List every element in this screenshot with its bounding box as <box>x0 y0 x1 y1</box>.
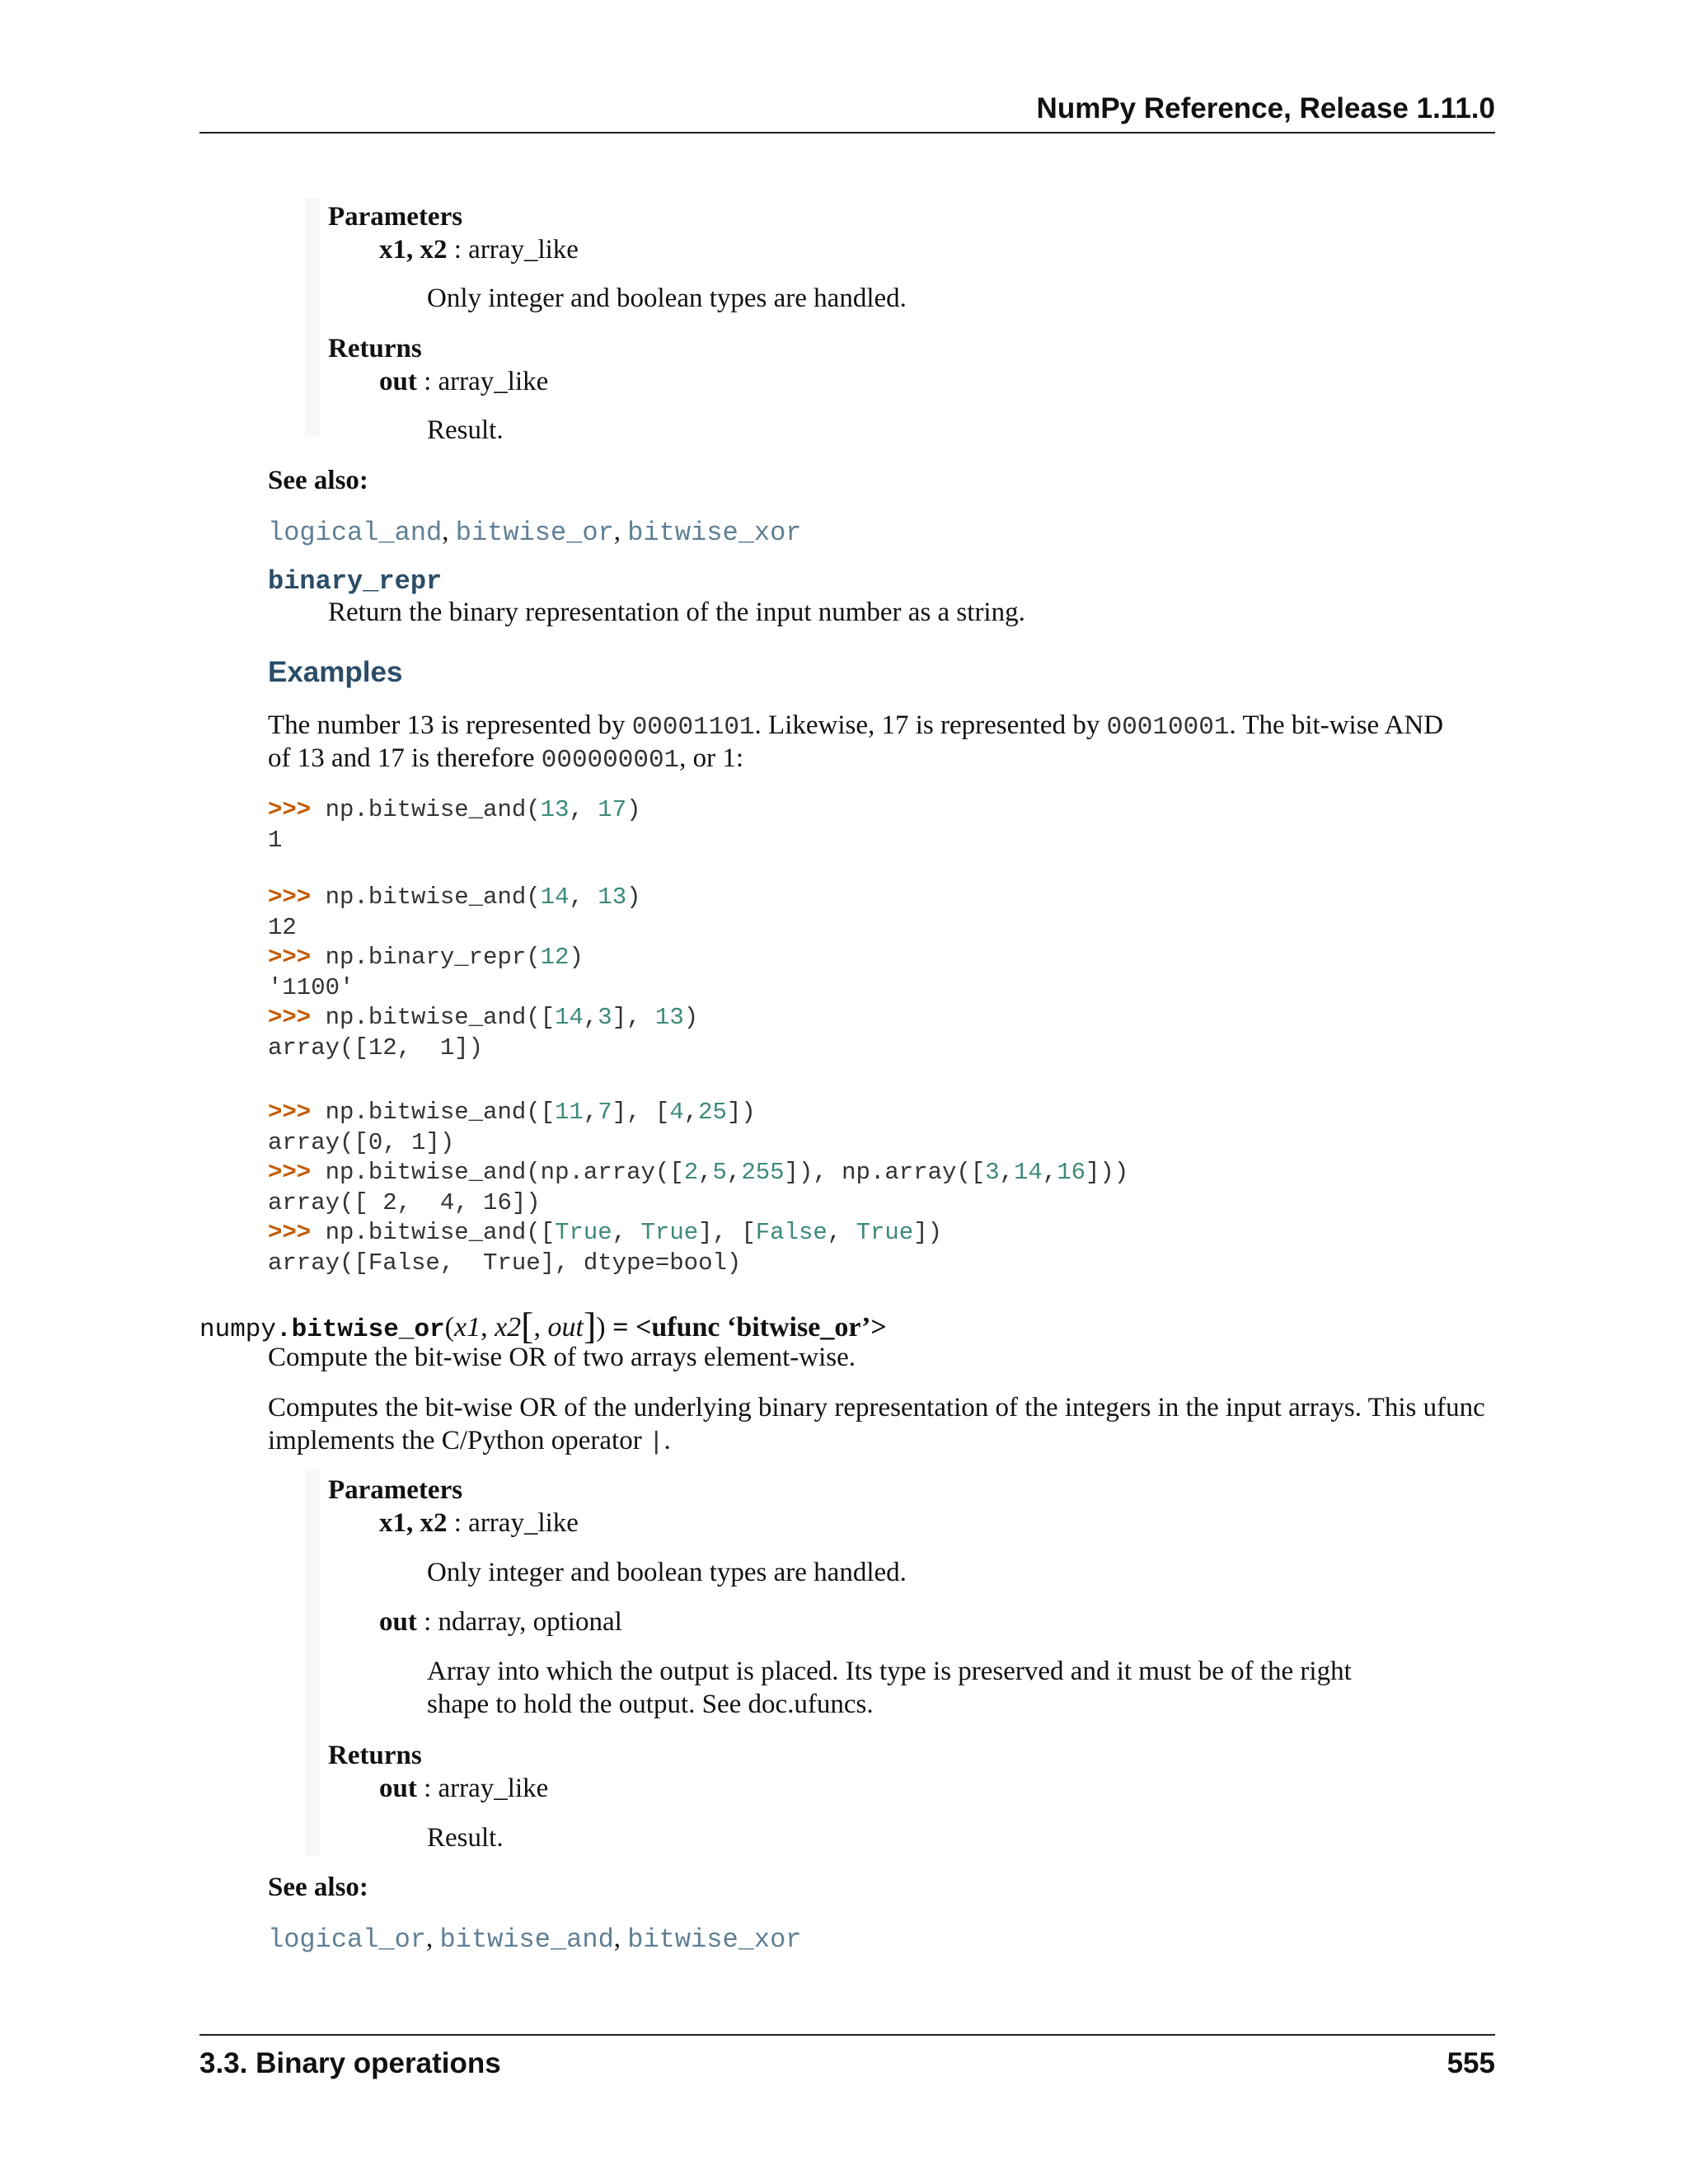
param-out <box>379 1605 622 1638</box>
sig-arg: x2 <box>495 1312 522 1343</box>
link-binary-repr[interactable]: binary_repr <box>268 566 443 597</box>
code-number: False <box>755 1219 828 1246</box>
inline-code: 00001101 <box>631 713 755 742</box>
code-text: 1 <box>268 826 283 854</box>
code-line <box>268 1128 1128 1159</box>
code-line <box>268 1188 1128 1219</box>
return-name: out <box>379 1774 417 1803</box>
header-title: NumPy Reference, Release 1.11.0 <box>1036 92 1495 124</box>
code-prompt: >>> <box>268 1004 326 1031</box>
return-out <box>379 365 548 398</box>
sig-bracket: ] <box>583 1305 597 1347</box>
page-header <box>199 92 1495 134</box>
bitwise-or-desc-line2 <box>268 1424 671 1460</box>
para-text: , or 1: <box>679 743 744 773</box>
code-prompt: >>> <box>268 944 326 971</box>
code-text: ], <box>612 1004 655 1031</box>
code-text: ]) <box>913 1219 943 1246</box>
code-number: True <box>555 1219 612 1246</box>
param-out-desc-line1: Array into which the output is placed. Its type is preserved and it must be of the right <box>427 1657 1352 1686</box>
see-also-links: logical_or, bitwise_and, bitwise_xor <box>268 1924 802 1955</box>
desc-text: implements the C/Python operator <box>268 1426 649 1455</box>
code-text: , <box>569 796 598 823</box>
binary-repr-entry <box>268 564 442 598</box>
link-bitwise-and[interactable]: bitwise_and <box>439 1924 614 1955</box>
code-prompt: >>> <box>268 1159 326 1186</box>
param-name: x1, x2 <box>379 1508 448 1538</box>
examples-heading: Examples <box>268 656 403 688</box>
sig-paren: ) <box>596 1312 606 1343</box>
code-number: 11 <box>555 1099 584 1126</box>
code-number: 2 <box>683 1159 699 1186</box>
code-number: 17 <box>598 796 627 823</box>
para-text: The number 13 is represented by <box>268 710 632 740</box>
para-text: . Likewise, 17 is represented by <box>754 710 1107 740</box>
sig-paren: ( <box>444 1312 454 1343</box>
code-prompt: >>> <box>268 883 326 911</box>
code-number: 7 <box>598 1099 612 1126</box>
code-number: 25 <box>698 1099 727 1126</box>
code-block-2 <box>268 883 698 1063</box>
returns-label: Returns <box>328 1741 422 1770</box>
code-text: '1100' <box>268 973 354 1001</box>
link-bitwise-xor[interactable]: bitwise_xor <box>627 518 802 548</box>
inline-code: 000000001 <box>541 746 680 775</box>
param-name: out <box>379 1607 417 1637</box>
code-text: , <box>583 1099 598 1126</box>
parameters-label: Parameters <box>328 202 463 232</box>
sig-value: = <ufunc ‘bitwise_or’> <box>605 1312 887 1343</box>
sig-arg: x1 <box>453 1312 481 1343</box>
code-text: , <box>1042 1159 1057 1186</box>
code-text: ) <box>626 796 641 823</box>
code-number: 13 <box>598 883 627 911</box>
code-number: True <box>640 1219 699 1246</box>
examples-para-line2 <box>268 742 743 777</box>
code-text: , <box>698 1159 713 1186</box>
code-text: np.bitwise_and([ <box>325 1099 556 1126</box>
inline-code: 00010001 <box>1106 713 1230 742</box>
link-bitwise-or[interactable]: bitwise_or <box>455 518 614 548</box>
code-number: 14 <box>555 1004 584 1031</box>
code-text: np.binary_repr( <box>325 944 541 971</box>
code-text: np.bitwise_and(np.array([ <box>325 1159 684 1186</box>
param-type: : array_like <box>447 1508 579 1538</box>
sig-arg: out <box>547 1312 584 1343</box>
code-text: array([0, 1]) <box>268 1128 455 1156</box>
code-text: ) <box>683 1004 699 1031</box>
code-text: , <box>683 1099 699 1126</box>
return-desc: Result. <box>427 415 504 445</box>
code-line <box>268 883 698 913</box>
return-out <box>379 1772 548 1805</box>
code-block-3 <box>268 1098 1128 1278</box>
sig-module: numpy <box>199 1315 277 1344</box>
return-name: out <box>379 367 417 396</box>
code-text: array([False, True], dtype=bool) <box>268 1249 742 1277</box>
code-text: ]) <box>726 1099 756 1126</box>
inline-code: | <box>648 1428 664 1457</box>
code-text: , <box>726 1159 742 1186</box>
param-desc: Only integer and boolean types are handled. <box>427 1558 907 1587</box>
see-also-links: logical_and, bitwise_or, bitwise_xor <box>268 517 802 548</box>
code-text: , <box>612 1219 641 1246</box>
code-text: ], [ <box>612 1099 670 1126</box>
code-prompt: >>> <box>268 796 326 823</box>
code-line <box>268 1158 1128 1188</box>
code-text: , <box>999 1159 1014 1186</box>
returns-label: Returns <box>328 334 422 363</box>
footer-section: 3.3. Binary operations <box>199 2047 501 2079</box>
code-text: ) <box>626 883 641 911</box>
return-desc: Result. <box>427 1823 504 1853</box>
para-text: of 13 and 17 is therefore <box>268 743 542 773</box>
sig-bracket: [ <box>521 1305 534 1347</box>
code-line <box>268 973 698 1004</box>
code-line <box>268 913 698 944</box>
link-logical-and[interactable]: logical_and <box>268 518 443 548</box>
code-block-1 <box>268 795 641 855</box>
examples-para-line1 <box>268 709 1443 744</box>
code-number: 13 <box>654 1004 684 1031</box>
code-number: 14 <box>1014 1159 1043 1186</box>
code-line <box>268 1098 1128 1128</box>
param-type: : ndarray, optional <box>416 1607 622 1637</box>
code-line <box>268 795 641 826</box>
param-x1-x2 <box>379 1507 579 1540</box>
bitwise-or-desc-line1: Computes the bit-wise OR of the underlying binary representation of the integers in the input arrays. This ufunc <box>268 1393 1485 1422</box>
code-text: ]), np.array([ <box>784 1159 986 1186</box>
code-text: np.bitwise_and([ <box>325 1004 556 1031</box>
code-text: np.bitwise_and( <box>325 796 541 823</box>
page-footer <box>199 2034 1495 2080</box>
code-text: , <box>569 883 598 911</box>
code-line <box>268 943 698 973</box>
code-line <box>268 1003 698 1033</box>
link-bitwise-xor[interactable]: bitwise_xor <box>627 1924 802 1955</box>
code-number: True <box>856 1219 914 1246</box>
code-text: np.bitwise_and( <box>325 883 541 911</box>
see-also-label: See also: <box>268 1872 368 1902</box>
code-number: 4 <box>669 1099 684 1126</box>
bitwise-or-summary: Compute the bit-wise OR of two arrays element-wise. <box>268 1343 856 1372</box>
see-also-label: See also: <box>268 466 368 495</box>
code-text: np.bitwise_and([ <box>325 1219 556 1246</box>
code-text: , <box>827 1219 856 1246</box>
code-number: 5 <box>712 1159 727 1186</box>
code-text: array([12, 1]) <box>268 1033 484 1062</box>
param-type: : array_like <box>447 235 579 265</box>
link-logical-or[interactable]: logical_or <box>268 1924 427 1955</box>
field-list-bar <box>305 1469 320 1856</box>
code-prompt: >>> <box>268 1099 326 1126</box>
return-type: : array_like <box>416 1774 549 1803</box>
code-line <box>268 1218 1128 1249</box>
code-text: ], [ <box>698 1219 756 1246</box>
code-text: 12 <box>268 913 297 941</box>
code-number: 255 <box>741 1159 785 1186</box>
binary-repr-desc: Return the binary representation of the input number as a string. <box>328 598 1025 627</box>
sig-func-name: .bitwise_or <box>276 1315 445 1344</box>
code-number: 12 <box>540 944 570 971</box>
code-prompt: >>> <box>268 1219 326 1246</box>
sig-sep: , <box>533 1312 548 1343</box>
desc-text: . <box>663 1426 671 1455</box>
code-line <box>268 1033 698 1064</box>
code-text: ) <box>569 944 584 971</box>
code-number: 16 <box>1057 1159 1086 1186</box>
return-type: : array_like <box>416 367 549 396</box>
footer-page-number: 555 <box>1447 2047 1495 2079</box>
parameters-label: Parameters <box>328 1475 463 1505</box>
param-name: x1, x2 <box>379 235 448 265</box>
code-line <box>268 826 641 856</box>
code-text: ])) <box>1085 1159 1129 1186</box>
code-number: 3 <box>985 1159 1000 1186</box>
sig-sep: , <box>481 1312 495 1343</box>
param-x1-x2 <box>379 233 579 266</box>
code-number: 14 <box>540 883 570 911</box>
code-number: 3 <box>598 1004 612 1031</box>
code-line <box>268 1249 1128 1279</box>
code-number: 13 <box>540 796 570 823</box>
para-text: . The bit-wise AND <box>1229 710 1444 740</box>
param-desc: Only integer and boolean types are handled. <box>427 284 907 313</box>
param-out-desc-line2: shape to hold the output. See doc.ufuncs. <box>427 1690 874 1719</box>
code-text: , <box>583 1004 598 1031</box>
field-list-bar <box>305 198 320 437</box>
code-text: array([ 2, 4, 16]) <box>268 1188 541 1216</box>
